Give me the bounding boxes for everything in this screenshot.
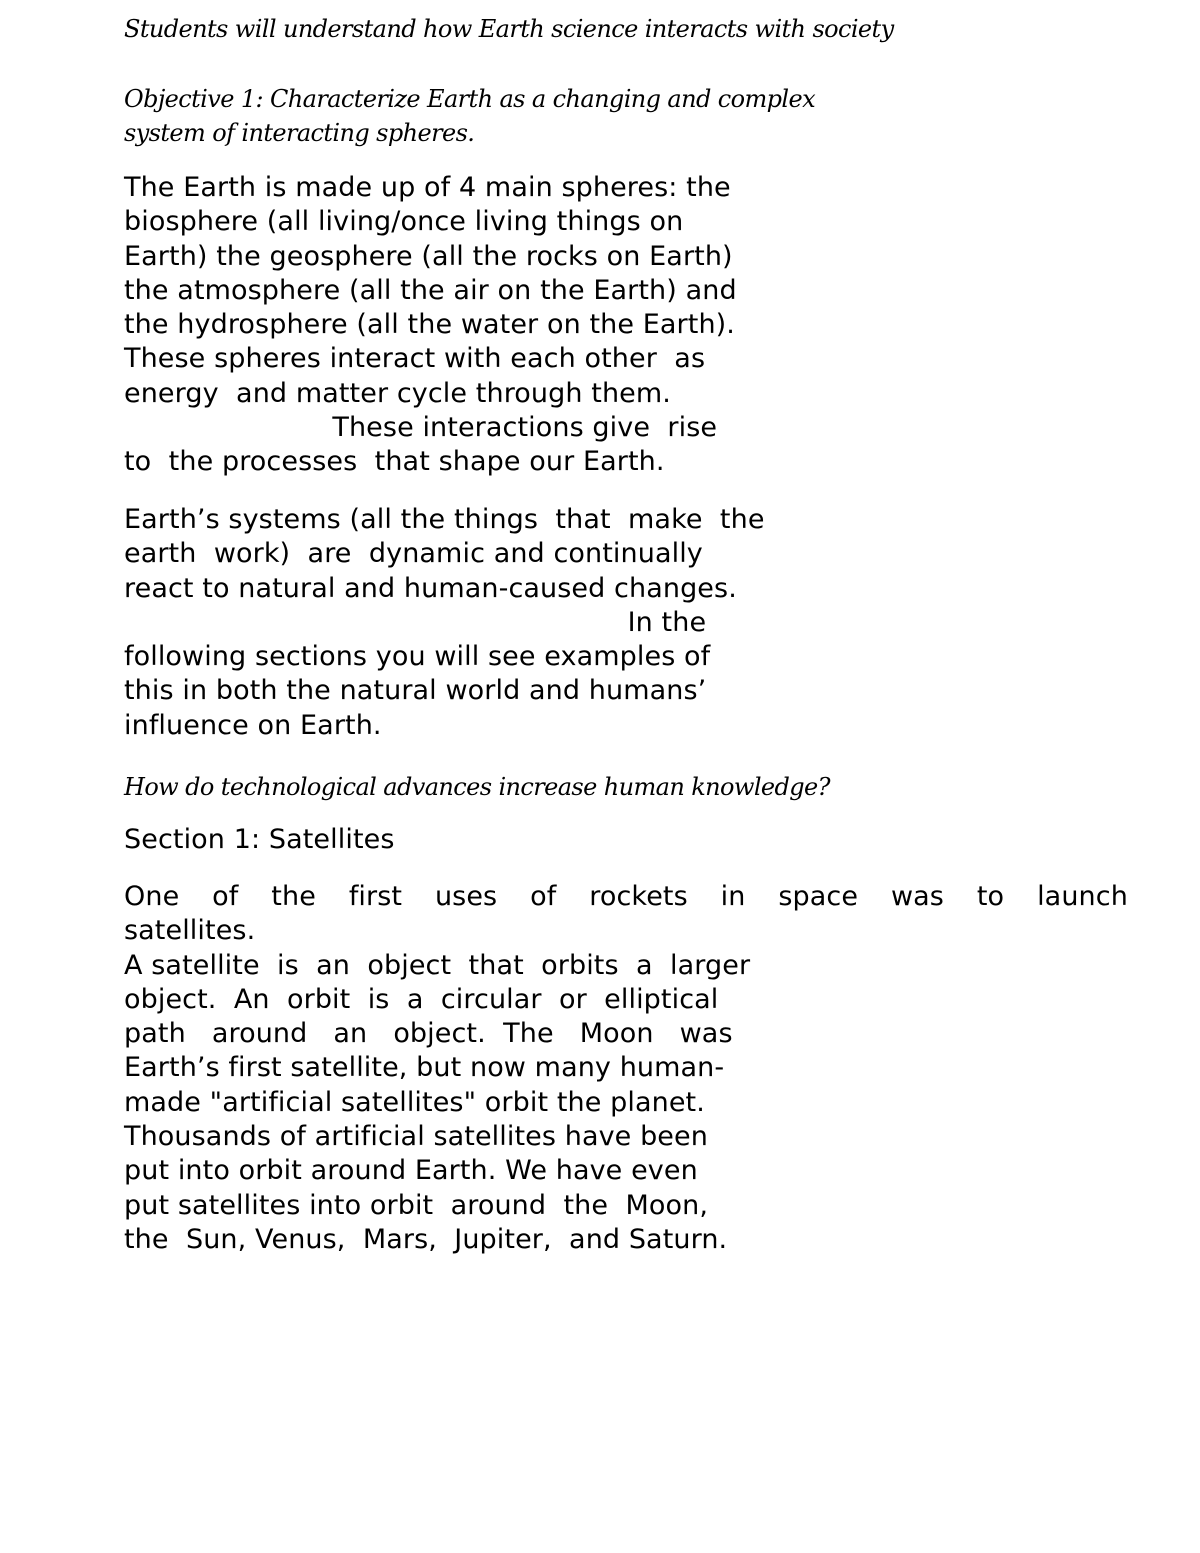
paragraph-line: this in both the natural world and humans’ [124, 675, 707, 707]
paragraph-line: In the [124, 606, 707, 638]
paragraph-line: Earth’s first satellite, but now many human- [124, 1052, 725, 1084]
word: to [976, 881, 1005, 912]
paragraph-line: to the processes that shape our Earth. [124, 446, 665, 478]
paragraph-line: path around an object. The Moon was [124, 1018, 733, 1050]
guiding-question [124, 770, 830, 804]
paragraph-line: react to natural and human-caused changes. [124, 572, 737, 604]
paragraph-line: satellites. [124, 915, 256, 947]
paragraph-line: These spheres interact with each other as [124, 343, 706, 375]
standard-text: Students will understand how Earth science interacts with society [124, 15, 894, 43]
standard-statement [124, 12, 894, 46]
word: the [271, 881, 316, 912]
paragraph-line: put into orbit around Earth. We have even [124, 1155, 698, 1187]
section-heading-text: Section 1: Satellites [124, 824, 395, 855]
paragraph-line: earth work) are dynamic and continually [124, 538, 703, 570]
paragraph-line: the Sun, Venus, Mars, Jupiter, and Saturn. [124, 1223, 728, 1255]
paragraph-line: The Earth is made up of 4 main spheres: the [124, 172, 731, 203]
word: launch [1037, 881, 1128, 912]
paragraph-line: following sections you will see examples of [124, 641, 711, 673]
section-heading [124, 823, 395, 857]
paragraph-line: made "artificial satellites" orbit the planet. [124, 1086, 705, 1118]
word: first [348, 881, 403, 912]
satellites-paragraph [124, 880, 1128, 1257]
word: space [778, 881, 859, 912]
paragraph-line: influence on Earth. [124, 709, 382, 741]
paragraph-line: energy and matter cycle through them. [124, 377, 671, 409]
paragraph-line: Earth) the geosphere (all the rocks on Earth) [124, 240, 733, 272]
question-text: How do technological advances increase human knowledge? [124, 773, 830, 801]
objective-line: Objective 1: Characterize Earth as a changing and complex [124, 85, 816, 113]
paragraph-line: the atmosphere (all the air on the Earth) and [124, 274, 737, 306]
word: One [124, 881, 180, 912]
word: uses [434, 881, 498, 912]
paragraph-line: object. An orbit is a circular or elliptical [124, 983, 719, 1015]
paragraph-line: Thousands of artificial satellites have been [124, 1121, 708, 1153]
word: of [212, 881, 239, 912]
objective-statement [124, 82, 815, 150]
paragraph-line: the hydrosphere (all the water on the Earth). [124, 309, 735, 341]
paragraph-line: put satellites into orbit around the Moon, [124, 1189, 708, 1221]
paragraph-line: Earth’s systems (all the things that make the [124, 504, 765, 535]
paragraph-line: These interactions give rise [124, 412, 718, 444]
word: rockets [589, 881, 688, 912]
objective-line: system of interacting spheres. [124, 119, 475, 147]
systems-paragraph [124, 503, 765, 743]
spheres-paragraph [124, 171, 737, 480]
paragraph-line: biosphere (all living/once living things on [124, 206, 684, 238]
word: of [530, 881, 557, 912]
justified-line [124, 880, 1128, 914]
word: in [720, 881, 746, 912]
word: was [890, 881, 944, 912]
paragraph-line: A satellite is an object that orbits a larger [124, 949, 751, 981]
